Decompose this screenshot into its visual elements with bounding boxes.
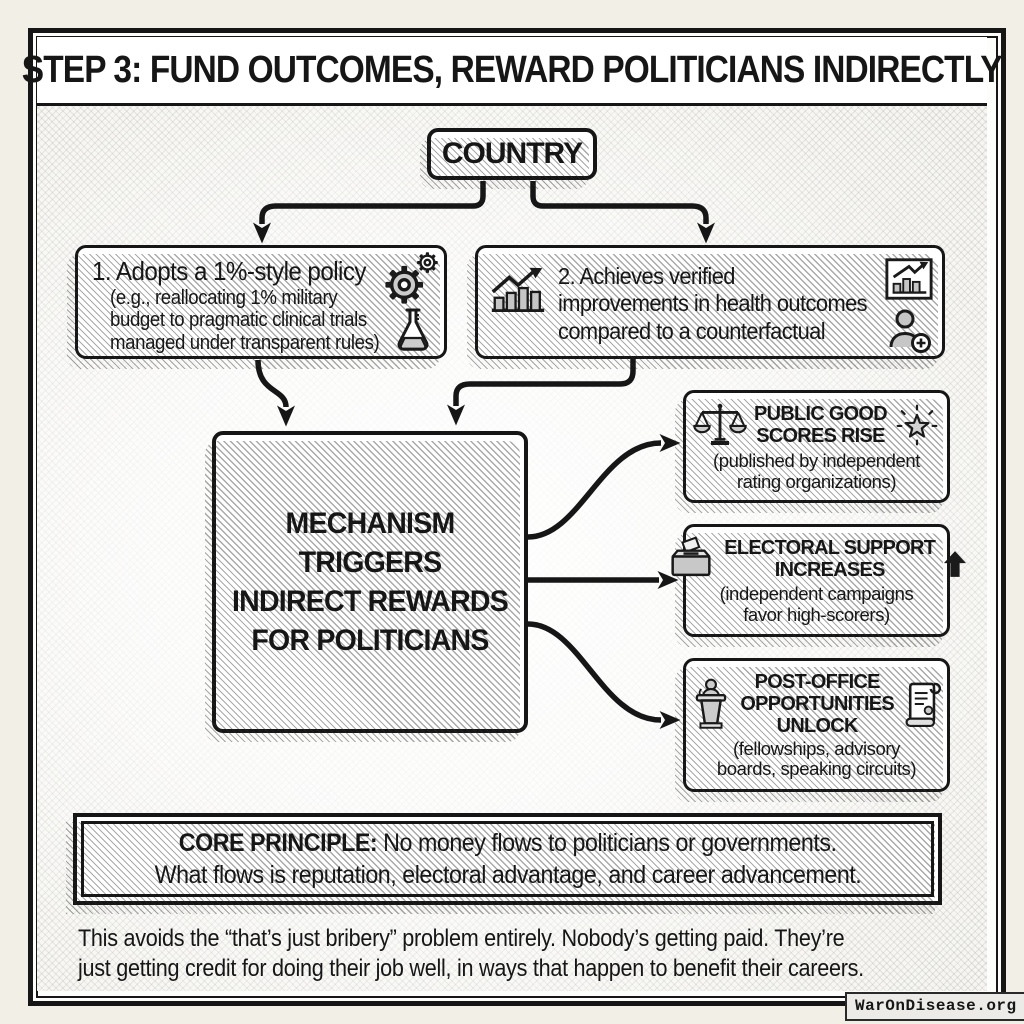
outcome-electoral-detail-line1: (independent campaigns — [719, 583, 914, 605]
sparkle-star-icon — [894, 401, 940, 449]
country-node — [427, 128, 597, 180]
podium-icon — [689, 676, 733, 732]
footnote-line1: This avoids the “that’s just bribery” problem entirely. Nobody’s getting paid. They’re — [78, 925, 845, 952]
mechanism-line2: INDIRECT REWARDS — [231, 585, 509, 618]
title-band — [22, 37, 1002, 106]
condition2-line1: 2. Achieves verified — [558, 262, 735, 289]
outcome-postoffice-detail-line1: (fellowships, advisory — [732, 737, 900, 759]
core-principle-line1: No money flows to politicians or governments. — [377, 829, 837, 857]
country-label: COUNTRY — [441, 137, 583, 170]
outcome-electoral-title-line1: ELECTORAL SUPPORT — [724, 536, 935, 560]
outcome-public-good-detail-line2: rating organizations) — [736, 470, 897, 492]
chart-up-icon — [486, 264, 550, 316]
outcome-public-good-title-line2: SCORES RISE — [756, 424, 885, 448]
condition1-detail-line3: managed under transparent rules) — [110, 331, 380, 354]
condition1-detail-line1: (e.g., reallocating 1% military — [110, 287, 338, 309]
person-plus-icon — [884, 306, 932, 354]
outcome-electoral-title-line2: INCREASES — [774, 558, 885, 582]
outcome-postoffice-title-line1: POST-OFFICE — [754, 669, 881, 693]
outcome-electoral-detail-line2: favor high-scorers) — [743, 603, 890, 625]
mechanism-line3: FOR POLITICIANS — [251, 624, 489, 657]
watermark-badge: WarOnDisease.org — [845, 992, 1024, 1021]
footnote-line2: just getting credit for doing their job well, in ways that happen to benefit their careers. — [78, 955, 864, 983]
outcome-postoffice-detail-line2: boards, speaking circuits) — [716, 757, 917, 779]
ballot-box-icon — [666, 536, 716, 582]
page-title: STEP 3: FUND OUTCOMES, REWARD POLITICIANS INDIRECTLY — [22, 48, 1002, 91]
condition2-node — [475, 245, 945, 359]
outcome-public-good-title-line1: PUBLIC GOOD — [754, 402, 887, 426]
core-principle-label: CORE PRINCIPLE: — [178, 829, 378, 857]
mechanism-node — [212, 431, 528, 733]
core-principle-box — [73, 813, 942, 905]
condition1-node — [75, 245, 447, 359]
outcome-postoffice-node — [683, 658, 950, 792]
outcome-postoffice-title-line3: UNLOCK — [777, 713, 858, 737]
mechanism-line1: MECHANISM TRIGGERS — [285, 507, 455, 579]
scroll-icon — [902, 677, 944, 731]
chart-box-icon — [884, 256, 934, 302]
condition1-detail-line2: budget to pragmatic clinical trials — [110, 309, 367, 332]
footnote — [78, 924, 968, 985]
core-principle-line2: What flows is reputation, electoral advantage, and career advancement. — [154, 861, 861, 889]
condition2-line3: compared to a counterfactual — [558, 317, 826, 344]
up-arrow-icon — [943, 550, 967, 578]
scales-icon — [693, 401, 747, 449]
condition2-line2: improvements in health outcomes — [558, 290, 868, 317]
core-principle-inner — [81, 821, 934, 897]
outcome-public-good-detail-line1: (published by independent — [712, 450, 921, 472]
condition1-title: 1. Adopts a 1%-style policy — [92, 256, 366, 286]
outcome-electoral-node — [683, 524, 950, 637]
outcome-postoffice-title-line2: OPPORTUNITIES — [740, 691, 895, 715]
outcome-public-good-node — [683, 390, 950, 503]
gears-icon — [382, 250, 440, 306]
flask-icon — [389, 306, 437, 356]
